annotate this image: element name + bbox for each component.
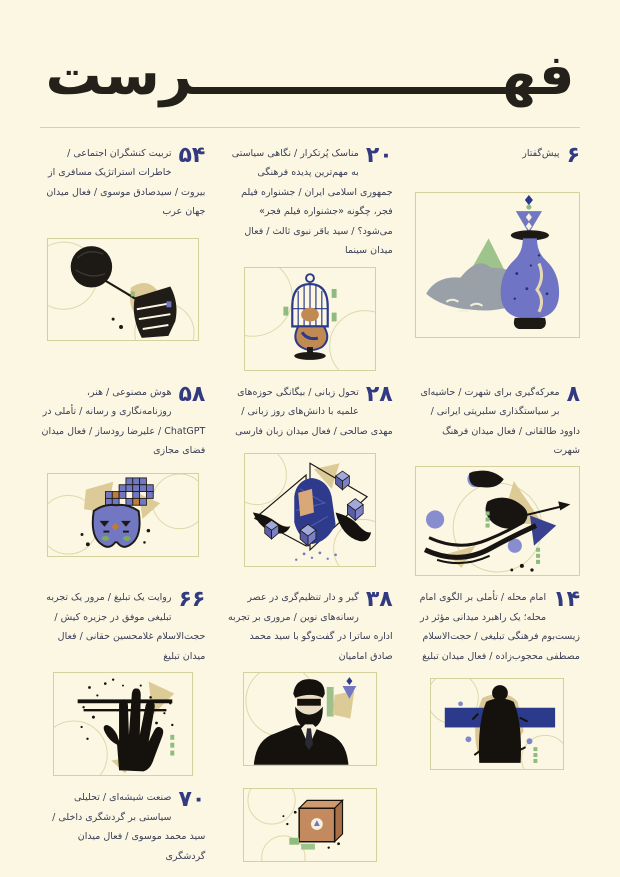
glass-box-illustration — [244, 789, 376, 861]
toc-entry-6 — [415, 144, 580, 371]
toc-entry-8 — [415, 383, 580, 577]
illustration-frame — [244, 453, 376, 567]
page-number: ۲۰ — [365, 142, 393, 168]
illustration-frame — [430, 678, 564, 770]
page-title: فهــــــــــــــــرست — [45, 43, 575, 108]
entry-description: صنعت شیشه‌ای / تحلیلی سیاستی بر گردشگری داخلی / سید محمد موسوی / فعال میدان گردشگری — [52, 792, 206, 862]
toc-entry-54 — [40, 144, 205, 371]
suited-man-portrait-illustration — [244, 673, 376, 765]
entry-description: مناسک پُرتکرار / نگاهی سیاستی به مهم‌ترین پدیده فرهنگی جمهوری اسلامی ایران / جشنواره فیلم فجر، چگونه «جشنواره فیلم فجر» می‌شود؟ / سید باقر نبوی ثالث / فعال میدان سینما — [231, 147, 393, 257]
illustration-frame — [243, 672, 377, 766]
entry-description: هوش مصنوعی / هنر، روزنامه‌نگاری و رسانه / تأملی در ChatGPT / علیرضا رودساز / فعال میدان فضای مجازی — [41, 386, 206, 457]
toc-entry-58 — [40, 383, 205, 577]
toc-entry-70 — [40, 788, 205, 872]
illustration-frame — [244, 267, 376, 371]
entry-description: پیش‌گفتار — [522, 147, 560, 159]
illustration-frame — [243, 788, 377, 862]
pixel-faces-illustration — [48, 474, 198, 556]
illustration-frame — [47, 473, 199, 557]
page-number: ۶ — [566, 142, 580, 168]
page-number: ۷۰ — [178, 787, 206, 813]
page-number: ۵۸ — [178, 381, 206, 407]
illustration-frame — [415, 192, 580, 338]
illustration-frame — [53, 672, 193, 776]
cleric-banner-illustration — [431, 679, 563, 769]
ink-scribble-illustration — [416, 467, 579, 575]
page-number: ۱۴ — [553, 587, 580, 613]
illustration-frame — [47, 238, 199, 341]
birdcage-illustration — [245, 268, 375, 370]
illustration-frame — [415, 466, 580, 576]
toc-entry-20 — [227, 144, 392, 371]
title-divider — [40, 127, 580, 128]
toc-entry-14 — [415, 588, 580, 776]
balloon-figure-illustration — [48, 239, 198, 340]
toc-entry-38 — [227, 588, 392, 776]
page-number: ۵۴ — [178, 142, 206, 168]
vase-bird-illustration — [416, 193, 579, 337]
entry-description: روایت یک تبلیغ / مرور یک تجربه تبلیغی موفق در جزیره کیش / حجت‌الاسلام غلامحسین حقانی / فعال میدان تبلیغ — [46, 592, 206, 662]
entry-description: معرکه‌گیری برای شهرت / حاشیه‌ای بر سیاستگذاری سلبریتی ایرانی / داوود طالقانی / فعال میدان فرهنگ شهرت — [420, 386, 580, 457]
toc-grid — [40, 144, 580, 872]
toc-entry-28 — [227, 383, 392, 577]
entry-description: تربیت کنشگران اجتماعی / خاطرات استراتژیک مسافری از بیروت / سیدصادق موسوی / فعال میدان جهان عرب — [46, 147, 206, 218]
entry-description: تحول زبانی / بیگانگی حوزه‌های علمیه با دانش‌های روز زبانی / مهدی صالحی / فعال میدان زبان فارسی — [235, 386, 393, 437]
page-number: ۶۶ — [178, 587, 206, 613]
page-number: ۲۸ — [365, 381, 393, 407]
entry-description: گیر و دار تنظیم‌گری در عصر رسانه‌های نوین / مروری بر تجربه اداره ساترا در گفت‌وگو با سید محمد صادق امامیان — [227, 592, 393, 662]
hijab-figure-cubes-illustration — [245, 454, 375, 566]
ink-hand-illustration — [54, 673, 192, 775]
toc-entry-66 — [40, 588, 205, 776]
entry-description: امام محله / تأملی بر الگوی امام محله؛ یک راهبرد میدانی مؤثر در زیست‌بوم فرهنگی تبلیغی / حجت‌الاسلام مصطفی محجوب‌زاده / فعال میدان تبلیغ — [419, 592, 580, 662]
page-number: ۸ — [566, 381, 580, 407]
page-number: ۳۸ — [365, 587, 393, 613]
